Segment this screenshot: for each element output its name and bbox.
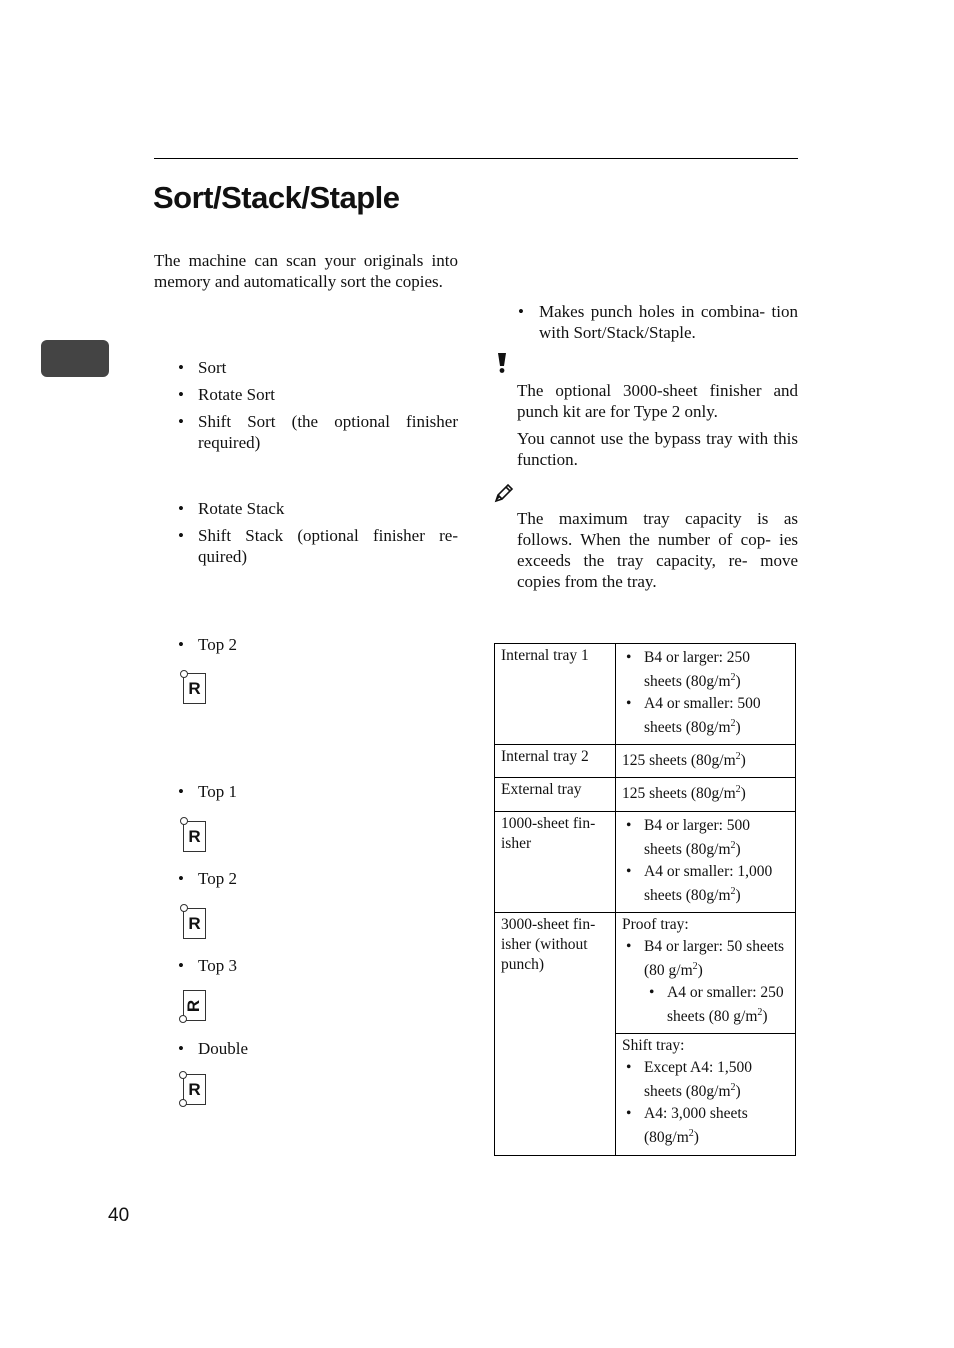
warning-icon: [494, 352, 510, 374]
table-cell: [616, 644, 796, 745]
list-item: • Except A4: 1,500 sheets $(80g/m^2)$: [622, 1058, 789, 1102]
table-cell: External tray: [495, 778, 616, 811]
list-item-text: Shift Sort (the optional finisher required): [198, 412, 458, 452]
list-item-text: Top 1: [198, 782, 237, 801]
list-item-text: Top 2: [198, 869, 237, 888]
punch-text: Makes punch holes in combina- tion with Sort/Stack/Staple.: [539, 302, 798, 342]
icon-letter: R: [188, 826, 201, 846]
intro-text: The machine can scan your originals into memory and automatically sort the copies.: [154, 251, 458, 291]
table-cell: Internal tray 1: [495, 644, 616, 745]
list-item: • A4 or smaller: 1,000 sheets $(80g/m^2)$: [622, 862, 789, 906]
table-cell: 3000-sheet fin- isher (without punch): [495, 912, 616, 1155]
staple-mark-icon: [179, 1071, 187, 1079]
chapter-tab: [41, 340, 109, 377]
table-row: [495, 745, 796, 778]
table-cell: [616, 912, 796, 1033]
icon-letter: R: [188, 913, 201, 933]
note-text: The maximum tray capacity is as follows. When the number of cop- ies exceeds the tray capacity, re- move copies from the tray.: [517, 509, 798, 591]
list-item-text: Top 3: [198, 956, 237, 975]
limitation-text-2: You cannot use the bypass tray with this function.: [517, 429, 798, 469]
page-number: 40: [108, 1205, 130, 1226]
header-rule: [154, 158, 798, 159]
list-item: • B4 or larger: 50 sheets (80 $g/m^2$): [622, 937, 789, 981]
table-cell: [616, 811, 796, 912]
staple-mark-icon: [179, 1099, 187, 1107]
limitation-text-1: The optional 3000-sheet finisher and punch kit are for Type 2 only.: [517, 381, 798, 421]
table-row: [495, 644, 796, 745]
list-item: • A4 or smaller: 250 sheets (80 $g/m^2$): [622, 983, 789, 1027]
icon-letter: R: [184, 999, 204, 1012]
list-item: • A4: 3,000 sheets $(80g/m^2)$: [622, 1104, 789, 1148]
staple-mark-icon: [179, 1015, 187, 1023]
staple-mark-icon: [180, 904, 188, 912]
proof-tray-label: Proof tray:: [622, 915, 689, 933]
list-item-text: Shift Stack (optional finisher re- quired): [198, 526, 458, 566]
pencil-icon: [494, 483, 514, 503]
list-item-text: Sort: [198, 358, 227, 377]
staple-top2-icon: [183, 673, 206, 704]
icon-letter: R: [188, 678, 201, 698]
table-row: [495, 811, 796, 912]
list-item-text: Double: [198, 1039, 249, 1058]
table-cell: 125 sheets $(80g/m^2)$: [616, 745, 796, 778]
table-row: [495, 778, 796, 811]
staple-mark-icon: [180, 670, 188, 678]
table-row: [495, 912, 796, 1033]
list-item-text: Top 2: [198, 635, 237, 654]
tray-capacity-table: [494, 643, 796, 1156]
list-item: • B4 or larger: 250 sheets $(80g/m^2)$: [622, 648, 789, 692]
icon-letter: R: [188, 1079, 201, 1099]
staple-mark-icon: [180, 817, 188, 825]
table-cell: [616, 1034, 796, 1155]
list-item-text: Rotate Stack: [198, 499, 285, 518]
table-cell: 1000-sheet fin- isher: [495, 811, 616, 912]
table-cell: 125 sheets $(80g/m^2)$: [616, 778, 796, 811]
list-item-text: Rotate Sort: [198, 385, 275, 404]
list-item: • A4 or smaller: 500 sheets $(80g/m^2)$: [622, 694, 789, 738]
staple-top2-icon: [183, 908, 206, 939]
shift-tray-label: Shift tray:: [622, 1037, 685, 1055]
table-cell: Internal tray 2: [495, 745, 616, 778]
page-title: Sort/Stack/Staple: [153, 180, 400, 215]
list-item: • B4 or larger: 500 sheets $(80g/m^2)$: [622, 816, 789, 860]
staple-top1-icon: [183, 821, 206, 852]
